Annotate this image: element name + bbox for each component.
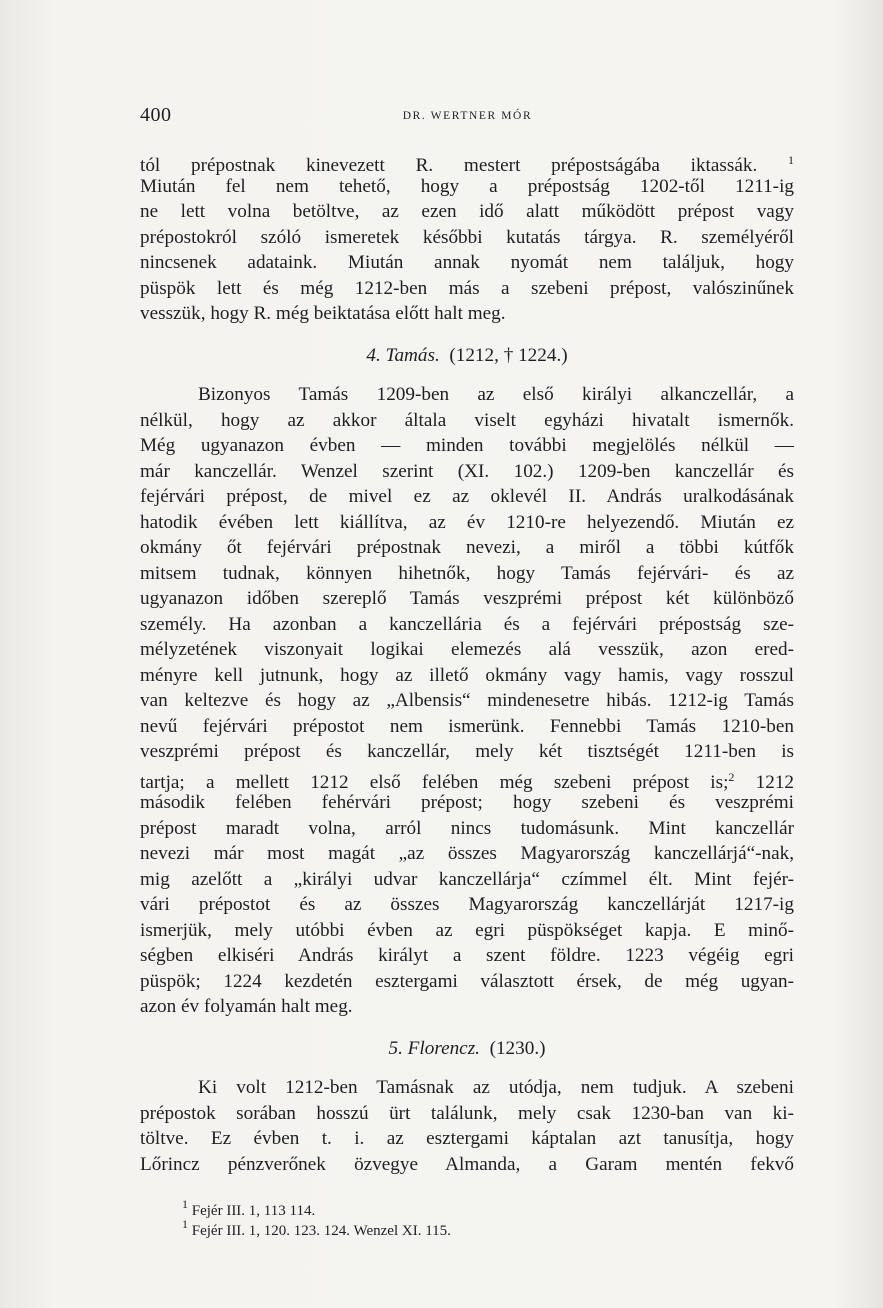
text-line: ményre kell jutnunk, hogy az illető okmány vagy hamis, vagy rosszul (140, 664, 794, 686)
text-line: mig azelőtt a „királyi udvar kanczellárja“ czímmel élt. Mint fejér- (140, 868, 794, 890)
section-heading-5: 5. Florencz. (1230.) (388, 1037, 546, 1059)
page-header (140, 104, 795, 128)
page-number: 400 (140, 104, 172, 126)
text-line: püspök; 1224 kezdetén esztergami választott érsek, de még ugyan- (140, 970, 794, 992)
text-line: ugyanazon időben szereplő Tamás veszprémi prépost két különböző (140, 588, 794, 609)
text-line: ségben elkiséri András királyt a szent földre. 1223 végéig egri (140, 945, 794, 966)
page-body (140, 148, 795, 1239)
text-line: veszprémi prépost és kanczellár, mely két tisztségét 1211-ben is (140, 741, 794, 762)
text-line: azon év folyamán halt meg. (140, 996, 353, 1017)
text-line: Lőrincz pénzverőnek özvegye Almanda, a Garam mentén fekvő (140, 1153, 794, 1175)
section-title: Tamás. (385, 344, 440, 366)
section-dates: (1230.) (489, 1037, 546, 1059)
text-line: Ki volt 1212-ben Tamásnak az utódja, nem tudjuk. A szebeni (198, 1077, 794, 1098)
section-dates: (1212, † 1224.) (449, 344, 568, 366)
text-line: Bizonyos Tamás 1209-ben az első királyi alkanczellár, a (198, 384, 794, 405)
text-line: Miután fel nem tehető, hogy a prépostság 1202-től 1211-ig (140, 175, 794, 197)
text-line: okmány őt fejérvári prépostnak nevezi, a miről a többi kútfők (140, 537, 794, 558)
text-line: prépostokról szóló ismeretek későbbi kutatás tárgya. R. személyéről (140, 226, 794, 248)
text-line: vári prépostot és az összes Magyarország kanczellárját 1217-ig (140, 894, 794, 915)
text-line: nevű fejérvári prépostot nem ismerünk. Fennebbi Tamás 1210-ben (140, 715, 794, 737)
text-line: személy. Ha azonban a kanczellária és a fejérvári prépostság sze- (140, 613, 794, 635)
text-line: van keltezve és hogy az „Albensis“ mindenesetre hibás. 1212-ig Tamás (140, 690, 794, 711)
text-line: prépostok sorában hosszú ürt találunk, mely csak 1230-ban van ki- (140, 1102, 794, 1124)
text-line: mitsem tudnak, könnyen hihetnők, hogy Tamás fejérvári- és az (140, 562, 794, 584)
paragraph-2 (140, 382, 794, 1020)
footnote: $^1$ Fejér III. 1, 113 114. (182, 1197, 316, 1219)
footnote-mark: 1 (788, 153, 795, 167)
text-line: ne lett volna betöltve, az ezen idő alatt működött prépost vagy (140, 201, 794, 222)
text-line: hatodik évében lett kiállítva, az év 1210-re helyezendő. Miután ez (140, 511, 794, 533)
text-line: Még ugyanazon évben — minden további megjelölés nélkül — (140, 435, 794, 456)
paragraph-1 (140, 148, 794, 327)
text-line: második felében fehérvári prépost; hogy szebeni és veszprémi (140, 792, 794, 813)
text-line: tól prépostnak kinevezett R. mestert prépostságába iktassák. $^1$ (140, 153, 795, 176)
running-head: DR. WERTNER MÓR (402, 110, 533, 122)
section-title: Florencz. (407, 1037, 480, 1059)
section-heading-4: 4. Tamás. (1212, † 1224.) (366, 344, 568, 366)
text-line: vesszük, hogy R. még beiktatása előtt halt meg. (140, 303, 506, 324)
text-line: nélkül, hogy az akkor általa viselt egyházi hivatalt ismernők. (140, 409, 794, 431)
text-line: már kanczellár. Wenzel szerint (XI. 102.) 1209-ben kanczellár és (140, 460, 794, 482)
paragraph-3 (140, 1075, 794, 1177)
text-line: nevezi már most magát „az összes Magyarország kanczellárjá“-nak, (140, 843, 794, 864)
text-line: töltve. Ez évben t. i. az esztergami káptalan azt tanusítja, hogy (140, 1128, 794, 1149)
text-line: ismerjük, mely utóbbi évben az egri püspökséget kapja. E minő- (140, 919, 794, 941)
text-line: nincsenek adataink. Miután annak nyomát nem találjuk, hogy (140, 252, 794, 273)
footnote: $^1$ Fejér III. 1, 120. 123. 124. Wenzel XI. 115. (182, 1217, 451, 1239)
footnotes (140, 1194, 794, 1239)
text-line: fejérvári prépost, de mivel ez az oklevél II. András uralkodásának (140, 486, 794, 507)
text-line: tartja; a mellett 1212 első felében még szebeni prépost is;$^2$ 1212 (140, 769, 795, 793)
text-line: prépost maradt volna, arról nincs tudomásunk. Mint kanczellár (140, 817, 794, 839)
text-line: mélyzetének viszonyait logikai elemezés alá vesszük, azon ered- (140, 639, 794, 660)
footnote-mark: 2 (728, 769, 735, 784)
text-line: püspök lett és még 1212-ben más a szebeni prépost, valószinűnek (140, 277, 794, 299)
